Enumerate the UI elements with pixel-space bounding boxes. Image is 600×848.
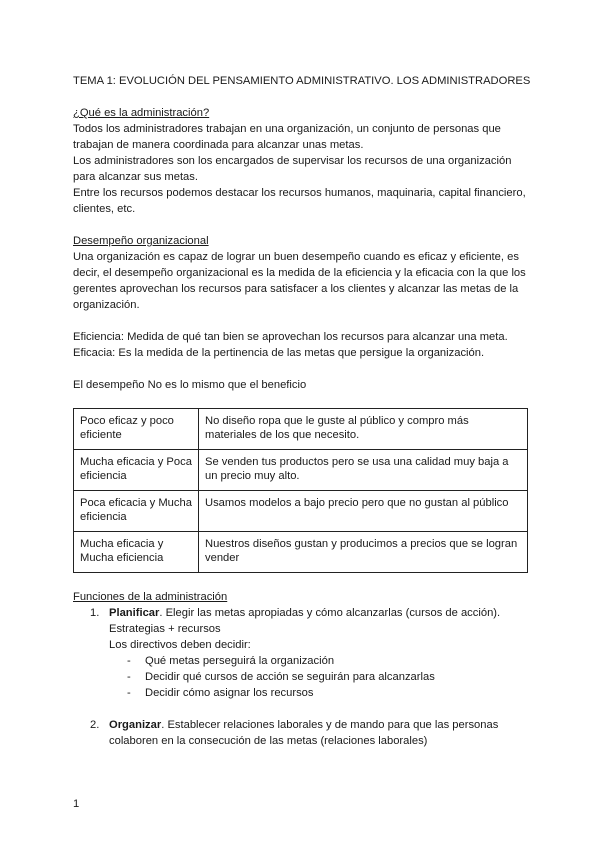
table-cell-label: Poca eficacia y Mucha eficiencia bbox=[74, 491, 199, 532]
section-heading-desempeno: Desempeño organizacional bbox=[73, 235, 209, 247]
list-item-text: Planificar. Elegir las metas apropiadas y cómo alcanzarlas (cursos de acción). Estrategias + recursos bbox=[109, 607, 501, 635]
dash-list bbox=[109, 653, 533, 701]
list-item-text: Organizar. Establecer relaciones laborales y de mando para que las personas colaboren en la consecución de las metas (relaciones laborales) bbox=[109, 719, 499, 747]
table-cell-label: Mucha eficacia y Poca eficiencia bbox=[74, 450, 199, 491]
paragraph: Una organización es capaz de lograr un buen desempeño cuando es eficaz y eficiente, es decir, el desempeño organizacional es la medida de la eficiencia y la eficacia con la que los gerentes aprovechan los recursos para satisfacer a los clientes y alcanzar las metas de la organización. bbox=[73, 251, 526, 311]
document-title: TEMA 1: EVOLUCIÓN DEL PENSAMIENTO ADMINISTRATIVO. LOS ADMINISTRADORES bbox=[73, 75, 531, 87]
paragraph: Entre los recursos podemos destacar los recursos humanos, maquinaria, capital financiero, clientes, etc. bbox=[73, 187, 526, 215]
table-row bbox=[74, 409, 528, 450]
paragraph: Los administradores son los encargados de supervisar los recursos de una organización para alcanzar sus metas. bbox=[73, 155, 512, 183]
dash-item: - Decidir cómo asignar los recursos bbox=[127, 687, 314, 699]
table-row bbox=[74, 532, 528, 573]
section-heading-administracion: ¿Qué es la administración? bbox=[73, 107, 210, 119]
list-item-planificar bbox=[73, 605, 533, 717]
table-cell-text: Se venden tus productos pero se usa una calidad muy baja a un precio muy alto. bbox=[199, 450, 528, 491]
term-planificar: Planificar bbox=[109, 607, 160, 619]
term-organizar: Organizar bbox=[109, 719, 162, 731]
page-number: 1 bbox=[73, 798, 80, 810]
dash-marker: - bbox=[127, 687, 131, 699]
paragraph: Todos los administradores trabajan en una organización, un conjunto de personas que trabajan de manera coordinada para alcanzar unas metas. bbox=[73, 123, 501, 151]
table-cell-text: Nuestros diseños gustan y producimos a precios que se logran vender bbox=[199, 532, 528, 573]
section-heading-funciones: Funciones de la administración bbox=[73, 591, 228, 603]
table-cell-label: Mucha eficacia y Mucha eficiencia bbox=[74, 532, 199, 573]
table-row bbox=[74, 450, 528, 491]
efficiency-efficacy-table bbox=[73, 408, 528, 573]
dash-item: - Decidir qué cursos de acción se seguirán para alcanzarlas bbox=[127, 671, 435, 683]
table-cell-label: Poco eficaz y poco eficiente bbox=[74, 409, 199, 450]
list-item-organizar bbox=[73, 717, 533, 749]
dash-item: - Qué metas perseguirá la organización bbox=[127, 655, 335, 667]
note-desempeno: El desempeño No es lo mismo que el beneficio bbox=[73, 379, 307, 391]
page-content bbox=[73, 73, 533, 749]
list-number: 2. bbox=[90, 719, 100, 731]
functions-list bbox=[73, 605, 533, 749]
table-cell-text: No diseño ropa que le guste al público y compro más materiales de los que necesito. bbox=[199, 409, 528, 450]
definition-eficacia: Eficacia: Es la medida de la pertinencia de las metas que persigue la organización. bbox=[73, 347, 485, 359]
list-item-subtext: Los directivos deben decidir: bbox=[109, 639, 251, 651]
dash-marker: - bbox=[127, 671, 131, 683]
dash-marker: - bbox=[127, 655, 131, 667]
list-number: 1. bbox=[90, 607, 100, 619]
table-cell-text: Usamos modelos a bajo precio pero que no gustan al público bbox=[199, 491, 528, 532]
table-row bbox=[74, 491, 528, 532]
definition-eficiencia: Eficiencia: Medida de qué tan bien se aprovechan los recursos para alcanzar una meta. bbox=[73, 331, 508, 343]
